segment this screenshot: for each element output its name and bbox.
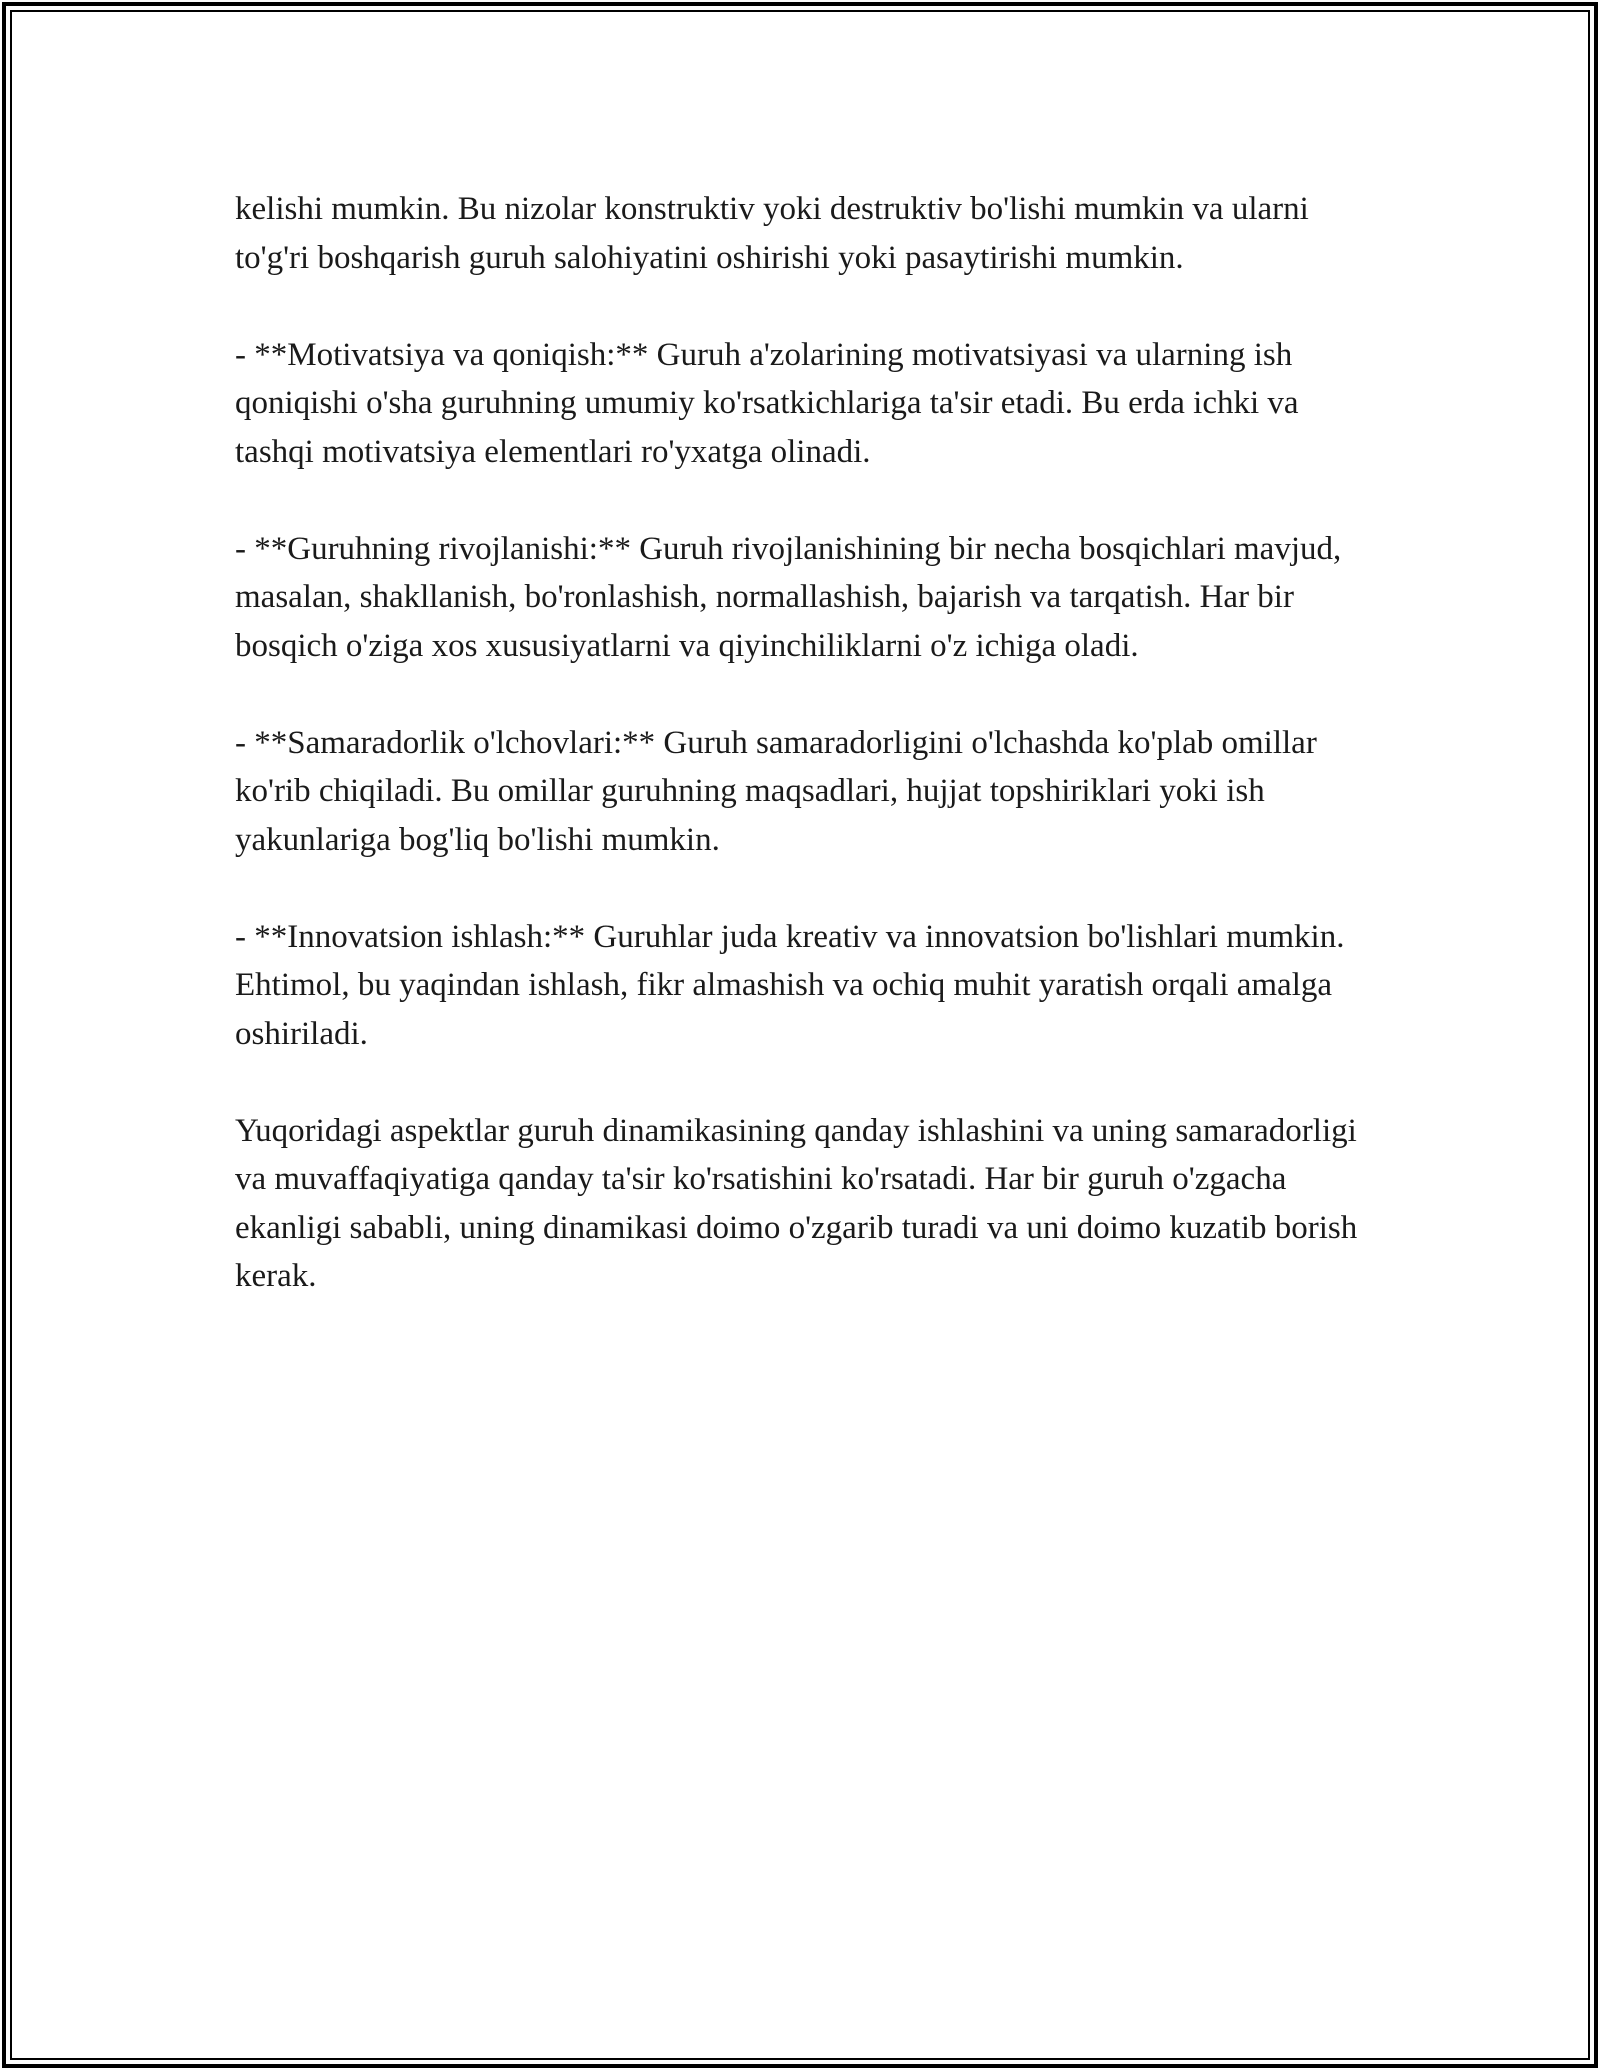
paragraph-group-development: - **Guruhning rivojlanishi:** Guruh rivojlanishining bir necha bosqichlari mavjud, masalan, shakllanish, bo'ronlashish, normallashish, bajarish va tarqatish. Har bir bosqich o'ziga xos xususiyatlarni va qiyinchiliklarni o'z ichiga oladi. [235, 530, 1342, 664]
paragraph-effectiveness-measures: - **Samaradorlik o'lchovlari:** Guruh samaradorligini o'lchashda ko'plab omillar ko'rib chiqiladi. Bu omillar guruhning maqsadlari, hujjat topshiriklari yoki ish yakunlariga bog'liq bo'lishi mumkin. [235, 724, 1317, 858]
paragraph-innovative-work: - **Innovatsion ishlash:** Guruhlar juda kreativ va innovatsion bo'lishlari mumkin. Ehtimol, bu yaqindan ishlash, fikr almashish va ochiq muhit yaratish orqali amalga oshiriladi. [235, 918, 1345, 1052]
paragraph-motivation: - **Motivatsiya va qoniqish:** Guruh a'zolarining motivatsiyasi va ularning ish qoniqishi o'sha guruhning umumiy ko'rsatkichlariga ta'sir etadi. Bu erda ichki va tashqi motivatsiya elementlari ro'yxatga olinadi. [235, 336, 1299, 470]
document-body [235, 185, 1375, 1349]
paragraph-conflicts-continuation: kelishi mumkin. Bu nizolar konstruktiv yoki destruktiv bo'lishi mumkin va ularni to'g'ri boshqarish guruh salohiyatini oshirishi yoki pasaytirishi mumkin. [235, 191, 1309, 276]
paragraph-conclusion: Yuqoridagi aspektlar guruh dinamikasining qanday ishlashini va uning samaradorligi va muvaffaqiyatiga qanday ta'sir ko'rsatishini ko'rsatadi. Har bir guruh o'zgacha ekanligi sababli, uning dinamikasi doimo o'zgarib turadi va uni doimo kuzatib borish kerak. [235, 1112, 1358, 1294]
